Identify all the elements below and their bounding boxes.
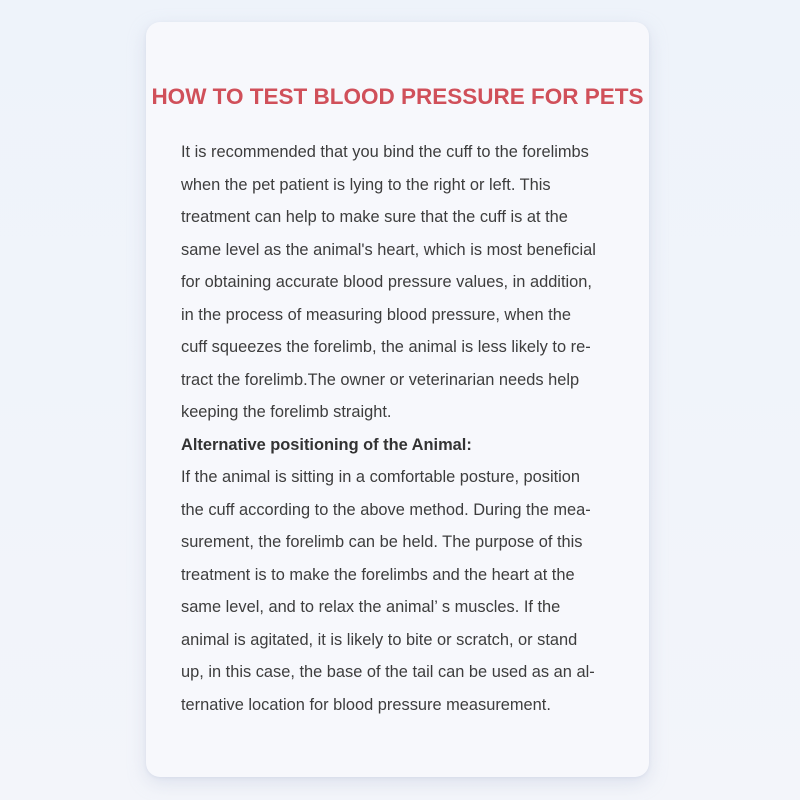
paragraph-line: the cuff according to the above method. During the mea- xyxy=(181,500,591,519)
paragraph-line: treatment is to make the forelimbs and the heart at the xyxy=(181,565,575,584)
paragraph-line: ternative location for blood pressure measurement. xyxy=(181,695,551,714)
paragraph-line: in the process of measuring blood pressure, when the xyxy=(181,305,571,324)
paragraph-line: for obtaining accurate blood pressure values, in addition, xyxy=(181,273,592,291)
paragraph-line: same level, and to relax the animal’ s muscles. If the xyxy=(181,598,561,616)
article-body xyxy=(181,136,631,721)
paragraph-line: treatment can help to make sure that the cuff is at the xyxy=(181,208,568,226)
paragraph-line: animal is agitated, it is likely to bite or scratch, or stand xyxy=(181,630,578,649)
paragraph-line: cuff squeezes the forelimb, the animal is less likely to re- xyxy=(181,338,591,356)
section-heading: Alternative positioning of the Animal: xyxy=(181,435,472,454)
article-card xyxy=(146,22,649,777)
paragraph-line: same level as the animal's heart, which is most beneficial xyxy=(181,240,596,259)
paragraph-line: keeping the forelimb straight. xyxy=(181,403,392,421)
paragraph-line: up, in this case, the base of the tail can be used as an al- xyxy=(181,663,595,681)
paragraph-line: It is recommended that you bind the cuff to the forelimbs xyxy=(181,143,589,161)
paragraph-line: If the animal is sitting in a comfortable posture, position xyxy=(181,468,581,486)
paragraph-line: tract the forelimb.The owner or veterinarian needs help xyxy=(181,370,580,389)
paragraph-line: surement, the forelimb can be held. The purpose of this xyxy=(181,533,583,551)
page-title: HOW TO TEST BLOOD PRESSURE FOR PETS xyxy=(151,84,644,109)
paragraph-line: when the pet patient is lying to the right or left. This xyxy=(181,175,551,194)
